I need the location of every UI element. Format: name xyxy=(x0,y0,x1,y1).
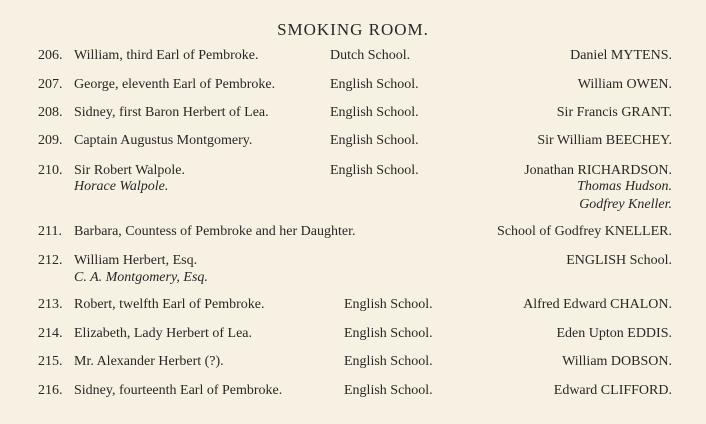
entry-title: William, third Earl of Pembroke. xyxy=(74,48,259,63)
entry-title: Barbara, Countess of Pembroke and her Daughter. xyxy=(74,224,356,239)
entry-attribution: Godfrey Kneller. xyxy=(579,197,672,212)
entry-number: 209. xyxy=(38,133,63,148)
entry-school: English School. xyxy=(344,297,433,312)
entry-number: 208. xyxy=(38,105,63,120)
entry-artist: Sir Francis GRANT. xyxy=(556,105,672,120)
entry-school: Dutch School. xyxy=(330,48,411,63)
entry-number: 206. xyxy=(38,48,63,63)
entry-title: George, eleventh Earl of Pembroke. xyxy=(74,77,276,92)
entry-artist: Alfred Edward CHALON. xyxy=(523,297,672,312)
entry-number: 210. xyxy=(38,163,63,178)
entry-number: 207. xyxy=(38,77,63,92)
entry-artist: Sir William BEECHEY. xyxy=(537,133,672,148)
entry-title: Sidney, first Baron Herbert of Lea. xyxy=(74,105,269,120)
entry-title: Captain Augustus Montgomery. xyxy=(74,133,253,148)
entry-title: Sidney, fourteenth Earl of Pembroke. xyxy=(74,383,283,398)
entry-title: Elizabeth, Lady Herbert of Lea. xyxy=(74,326,253,341)
entry-number: 213. xyxy=(38,297,63,312)
entry-artist: William DOBSON. xyxy=(562,354,672,369)
entry-number: 212. xyxy=(38,253,63,268)
entry-artist: Edward CLIFFORD. xyxy=(553,383,672,398)
entry-school: English School. xyxy=(330,163,419,178)
entry-number: 211. xyxy=(38,224,62,239)
entry-title: William Herbert, Esq. xyxy=(74,253,198,268)
entry-artist: Daniel MYTENS. xyxy=(570,48,672,63)
entry-artist: William OWEN. xyxy=(577,77,672,92)
entry-school: English School. xyxy=(330,105,419,120)
entry-school: English School. xyxy=(344,383,433,398)
entry-subtitle: C. A. Montgomery, Esq. xyxy=(74,270,208,285)
section-heading: SMOKING ROOM. xyxy=(277,20,429,39)
entry-title: Mr. Alexander Herbert (?). xyxy=(74,354,224,369)
entry-number: 215. xyxy=(38,354,63,369)
entry-school: English School. xyxy=(330,133,419,148)
entry-artist: School of Godfrey KNELLER. xyxy=(497,224,672,239)
entry-number: 216. xyxy=(38,383,63,398)
entry-attribution: Thomas Hudson. xyxy=(577,179,672,194)
entry-artist: ENGLISH School. xyxy=(566,253,672,268)
entry-artist: Eden Upton EDDIS. xyxy=(556,326,672,341)
entry-artist: Jonathan RICHARDSON. xyxy=(524,163,672,178)
entry-title: Sir Robert Walpole. xyxy=(74,163,185,178)
entry-school: English School. xyxy=(330,77,419,92)
entry-number: 214. xyxy=(38,326,63,341)
entry-school: English School. xyxy=(344,326,433,341)
entry-school: English School. xyxy=(344,354,433,369)
entry-subtitle: Horace Walpole. xyxy=(74,179,169,194)
entry-title: Robert, twelfth Earl of Pembroke. xyxy=(74,297,265,312)
